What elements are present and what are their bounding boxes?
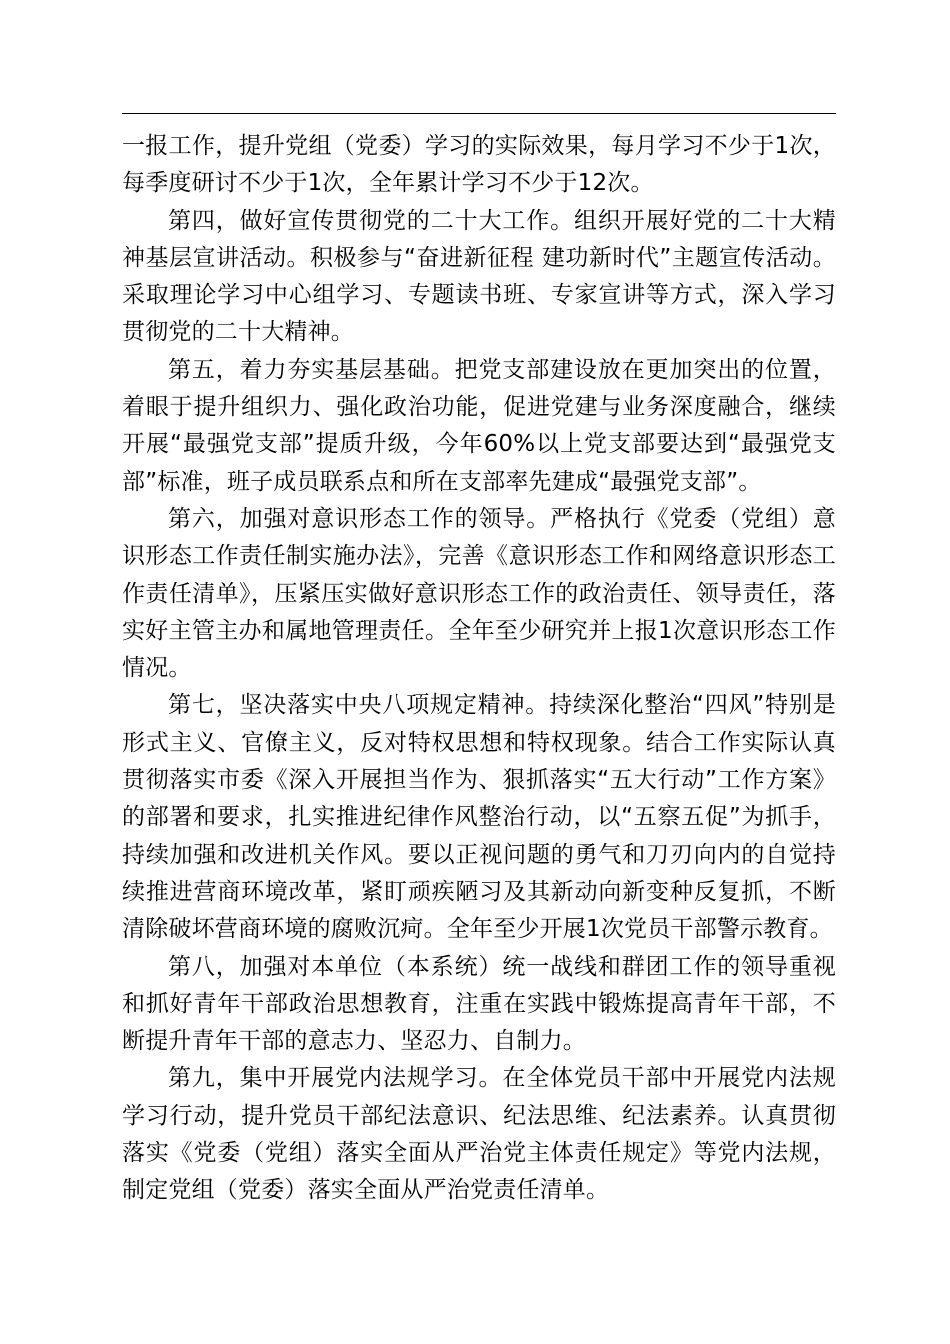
- paragraph-item-6: 第六，加强对意识形态工作的领导。严格执行《党委（党组）意识形态工作责任制实施办法》，完善《意识形态工作和网络意识形态工作责任清单》，压紧压实做好意识形态工作的政治责任、领导责任，落实好主管主办和属地管理责任。全年至少研究并上报1次意识形态工作情况。: [122, 505, 836, 682]
- paragraph-item-9: 第九，集中开展党内法规学习。在全体党员干部中开展党内法规学习行动，提升党员干部纪法意识、纪法思维、纪法素养。认真贯彻落实《党委（党组）落实全面从严治党主体责任规定》等党内法规，制定党组（党委）落实全面从严治党责任清单。: [122, 1065, 836, 1204]
- paragraph-item-4: 第四，做好宣传贯彻党的二十大工作。组织开展好党的二十大精神基层宣讲活动。积极参与“奋进新征程 建功新时代”主题宣传活动。采取理论学习中心组学习、专题读书班、专家宣讲等方式，深入学习贯彻党的二十大精神。: [122, 207, 836, 346]
- paragraph-item-7: 第七，坚决落实中央八项规定精神。持续深化整治“四风”特别是形式主义、官僚主义，反对特权思想和特权现象。结合工作实际认真贯彻落实市委《深入开展担当作为、狠抓落实“五大行动”工作方案》的部署和要求，扎实推进纪律作风整治行动，以“五察五促”为抓手，持续加强和改进机关作风。要以正视问题的勇气和刀刃向内的自觉持续推进营商环境改革，紧盯顽疾陋习及其新动向新变种反复抓，不断清除破坏营商环境的腐败沉疴。全年至少开展1次党员干部警示教育。: [122, 692, 836, 943]
- paragraph-item-8: 第八，加强对本单位（本系统）统一战线和群团工作的领导重视和抓好青年干部政治思想教育，注重在实践中锻炼提高青年干部，不断提升青年干部的意志力、坚忍力、自制力。: [122, 953, 836, 1055]
- header-rule: [122, 113, 836, 114]
- document-body: [122, 128, 836, 1210]
- paragraph-continuation: 一报工作，提升党组（党委）学习的实际效果，每月学习不少于1次，每季度研讨不少于1次，全年累计学习不少于12次。: [122, 133, 836, 197]
- paragraph-item-5: 第五，着力夯实基层基础。把党支部建设放在更加突出的位置，着眼于提升组织力、强化政治功能，促进党建与业务深度融合，继续开展“最强党支部”提质升级，今年60%以上党支部要达到“最强党支部”标准，班子成员联系点和所在支部率先建成“最强党支部”。: [122, 356, 836, 495]
